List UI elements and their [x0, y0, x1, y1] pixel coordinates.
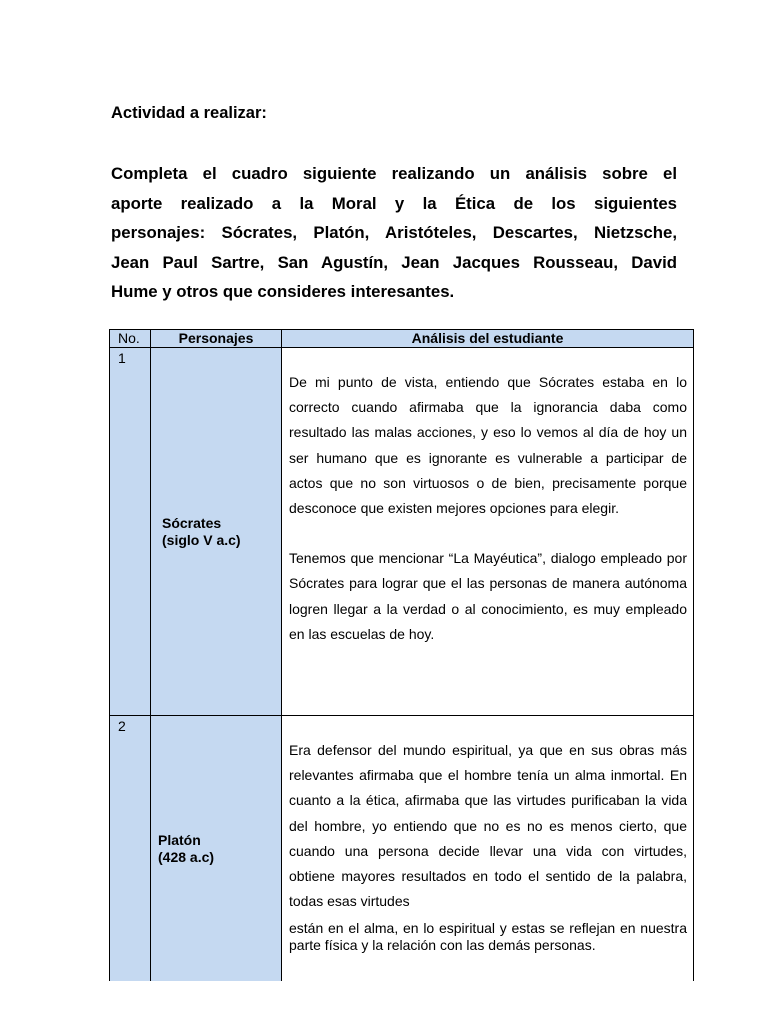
table-header-row [110, 330, 694, 348]
analysis-paragraph: De mi punto de vista, entiendo que Sócrates estaba en lo correcto cuando afirmaba que la ignorancia daba como resultado las malas acciones, y eso lo vemos al día de hoy un ser humano que es ignorante es vulnerable a participar de actos que no son virtuosos o de bien, precisamente porque desconoce que existen mejores opciones para elegir. [289, 374, 687, 517]
person-era: (428 a.c) [158, 848, 215, 865]
analysis-paragraph: Tenemos que mencionar “La Mayéutica”, dialogo empleado por Sócrates para lograr que el las personas de manera autónoma logren llegar a la verdad o al conocimiento, es muy empleado en las escuelas de hoy. [289, 550, 687, 642]
analysis-table [109, 329, 694, 981]
analysis-cell [282, 716, 694, 982]
analysis-cell [282, 348, 694, 716]
instructions-line: aporte realizado a la Moral y la Ética de los siguientes [111, 193, 677, 213]
instructions-line: personajes: Sócrates, Platón, Aristóteles, Descartes, Nietzsche, [111, 223, 677, 242]
instructions-paragraph [111, 159, 677, 307]
table-row [110, 348, 694, 716]
person-name: Sócrates [162, 514, 222, 531]
header-analisis: Análisis del estudiante [282, 330, 694, 348]
person-cell [151, 348, 282, 716]
person-name: Platón [158, 831, 201, 848]
header-no: No. [110, 330, 151, 348]
row-number: 2 [110, 716, 151, 982]
instructions-line: Completa el cuadro siguiente realizando un análisis sobre el [111, 164, 677, 183]
person-era: (siglo V a.c) [162, 531, 241, 548]
analysis-paragraph: están en el alma, en lo espiritual y estas se reflejan en nuestra parte física y la relación con las demás personas. [289, 920, 687, 954]
analysis-paragraph: Era defensor del mundo espiritual, ya que en sus obras más relevantes afirmaba que el hombre tenía un alma inmortal. En cuanto a la ética, afirmaba que las virtudes purificaban la vida del hombre, yo entiendo que no es no es menos cierto, que cuando una persona decide llevar una vida con virtudes, obtiene mayores resultados en todo el sentido de la palabra, todas esas virtudes [289, 742, 687, 910]
instructions-line: Hume y otros que consideres interesantes. [111, 282, 455, 301]
row-number: 1 [110, 348, 151, 716]
table-row [110, 716, 694, 982]
person-cell [151, 716, 282, 982]
activity-heading: Actividad a realizar: [111, 104, 267, 122]
instructions-line: Jean Paul Sartre, San Agustín, Jean Jacques Rousseau, David [111, 252, 677, 272]
header-personajes: Personajes [151, 330, 282, 348]
